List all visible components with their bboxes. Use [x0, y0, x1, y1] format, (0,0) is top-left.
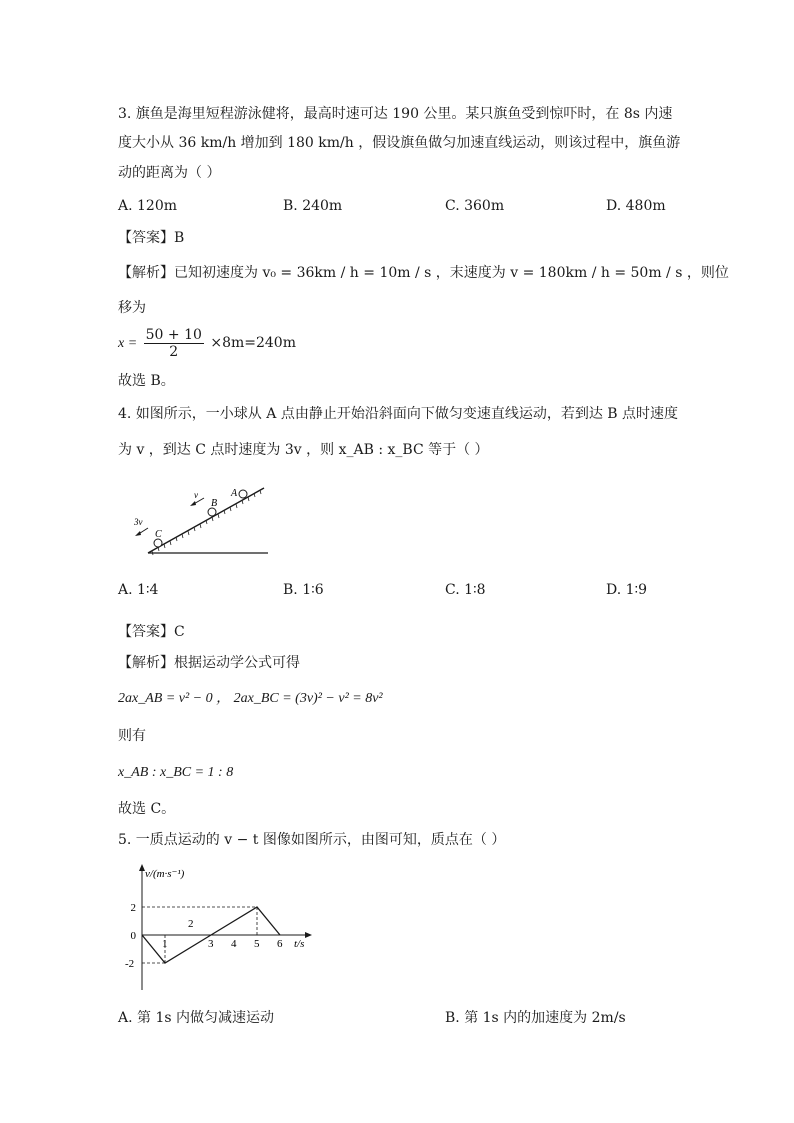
q5-x-tick-label-5: 5 [254, 938, 260, 950]
q3-formula-numerator: 50 + 10 [145, 326, 202, 343]
q5-y-tick-label-0: 0 [130, 930, 136, 942]
q5-tick-labels [125, 902, 283, 970]
q4-label-3v: 3v [134, 517, 143, 527]
q3-stem-line1: 3. 旗鱼是海里短程游泳健将，最高时速可达 190 公里。某只旗鱼受到惊吓时，在 8s 内速 [118, 106, 673, 122]
q4-option-b: B. 1∶6 [283, 582, 324, 598]
q5-y-axis-label: v/(m·s⁻¹) [145, 868, 185, 880]
q4-ball-b [208, 508, 216, 516]
q5-vt-chart [118, 858, 330, 994]
q3-stem-line3: 动的距离为（ ） [118, 165, 221, 181]
q5-x-axis-arrowhead [305, 932, 312, 938]
q3-formula-right: ×8m=240m [210, 335, 296, 351]
q4-arrowhead-v [190, 501, 196, 506]
q5-x-axis-label: t/s [294, 938, 305, 950]
q3-analysis-line1: 【解析】已知初速度为 v₀ = 36km / h = 10m / s ，末速度为 v = 180km / h = 50m / s ，则位 [118, 265, 729, 281]
q3-formula-left: x = [118, 336, 138, 351]
q4-stem-line1: 4. 如图所示，一小球从 A 点由静止开始沿斜面向下做匀变速直线运动，若到达 B 点时速度 [118, 406, 679, 422]
q4-stem-line2: 为 v ，到达 C 点时速度为 3v ，则 x_AB : x_BC 等于（ ） [118, 442, 489, 458]
q4-arrowhead-3v [135, 531, 141, 536]
q4-option-c: C. 1∶8 [445, 582, 486, 598]
q4-conclusion: 故选 C。 [118, 801, 176, 817]
q4-answer: 【答案】C [118, 624, 185, 640]
q4-ball-c [154, 539, 162, 547]
q3-stem-line2: 度大小从 36 km/h 增加到 180 km/h ，假设旗鱼做匀加速直线运动，则该过程中，旗鱼游 [118, 135, 681, 151]
q3-option-c: C. 360m [445, 198, 505, 214]
q4-analysis-line1: 【解析】根据运动学公式可得 [118, 655, 300, 671]
q4-formula1: 2ax_AB = v² − 0 ， 2ax_BC = (3v)² − v² = 8v² [118, 691, 383, 706]
q4-incline-hatching [152, 490, 261, 555]
q3-answer: 【答案】B [118, 230, 185, 246]
q3-formula-denominator: 2 [169, 343, 179, 360]
q5-x-tick-label-3: 3 [208, 938, 214, 950]
q3-option-a: A. 120m [118, 198, 178, 214]
q4-label-a: A [231, 488, 238, 499]
q5-y-tick-label--2: -2 [125, 958, 135, 970]
q3-option-b: B. 240m [283, 198, 343, 214]
q4-then: 则有 [118, 728, 146, 744]
q4-label-b: B [211, 498, 218, 509]
q4-label-v: v [194, 490, 198, 500]
q4-label-c: C [155, 529, 162, 540]
q4-option-d: D. 1∶9 [606, 582, 648, 598]
q5-option-a: A. 第 1s 内做匀减速运动 [118, 1010, 275, 1026]
q5-annotation: 2 [188, 918, 194, 930]
q5-x-tick-label-4: 4 [231, 938, 237, 950]
q5-y-tick-label-2: 2 [130, 902, 136, 914]
q3-formula [118, 326, 296, 361]
q5-x-tick-label-6: 6 [277, 938, 283, 950]
q5-stem-line1: 5. 一质点运动的 v − t 图像如图所示，由图可知，质点在（ ） [118, 832, 506, 848]
q5-option-b: B. 第 1s 内的加速度为 2m/s [445, 1010, 626, 1026]
q4-incline-figure [128, 480, 278, 562]
q3-option-d: D. 480m [606, 198, 666, 214]
q4-ball-a [239, 490, 247, 498]
q4-formula2: x_AB : x_BC = 1 : 8 [118, 765, 234, 780]
q3-analysis-line2: 移为 [118, 300, 146, 316]
q4-option-a: A. 1∶4 [118, 582, 159, 598]
q5-x-tick-label-1: 1 [162, 938, 168, 950]
q3-formula-fraction [144, 327, 204, 360]
q3-conclusion: 故选 B。 [118, 373, 175, 389]
